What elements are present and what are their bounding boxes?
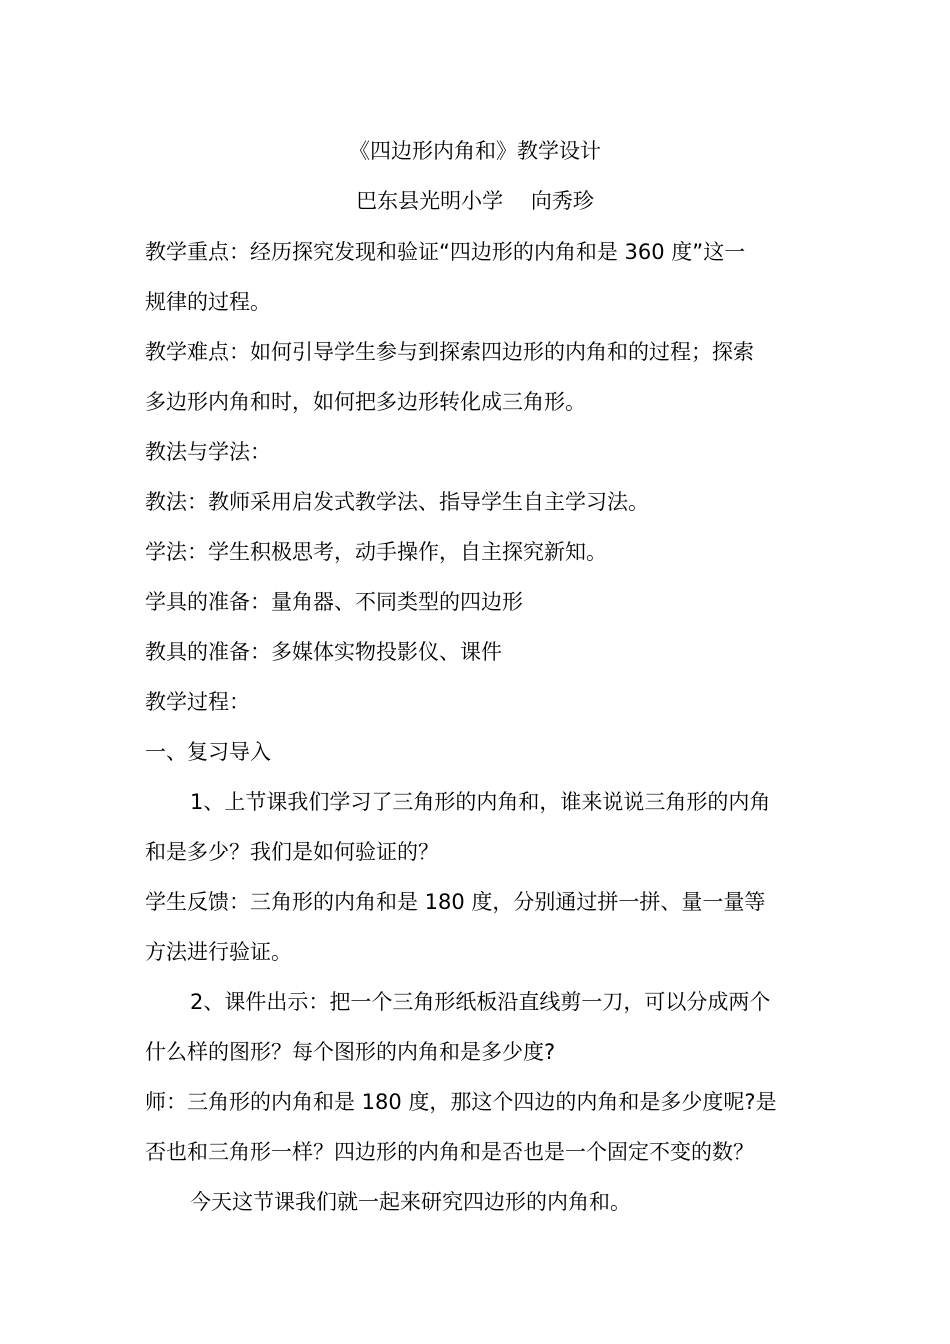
paragraph-line: 方法进行验证。 <box>145 940 292 964</box>
document-author: 巴东县光明小学 向秀珍 <box>356 189 594 213</box>
paragraph-line: 多边形内角和时，如何把多边形转化成三角形。 <box>145 390 586 414</box>
section-heading: 教学过程： <box>145 690 250 714</box>
paragraph-line: 教学重点：经历探究发现和验证“四边形的内角和是 360 度”这一 <box>145 240 746 264</box>
paragraph-line: 规律的过程。 <box>145 290 271 314</box>
document-title: 《四边形内角和》教学设计 <box>349 139 601 163</box>
paragraph-line: 学生反馈：三角形的内角和是 180 度，分别通过拼一拼、量一量等 <box>145 890 766 914</box>
section-heading: 一、复习导入 <box>145 740 271 764</box>
paragraph-line: 教具的准备：多媒体实物投影仪、课件 <box>145 640 502 664</box>
paragraph-line: 学具的准备：量角器、不同类型的四边形 <box>145 590 523 614</box>
paragraph-line: 否也和三角形一样？四边形的内角和是否也是一个固定不变的数？ <box>145 1140 754 1164</box>
section-heading: 教法与学法： <box>145 440 271 464</box>
paragraph-line: 和是多少？我们是如何验证的？ <box>145 840 439 864</box>
paragraph-line: 教学难点：如何引导学生参与到探索四边形的内角和的过程；探索 <box>145 340 754 364</box>
paragraph-line: 什么样的图形？每个图形的内角和是多少度? <box>145 1040 556 1064</box>
paragraph-line: 师：三角形的内角和是 180 度，那这个四边的内角和是多少度呢?是 <box>145 1090 777 1114</box>
paragraph-line: 今天这节课我们就一起来研究四边形的内角和。 <box>190 1190 631 1214</box>
paragraph-line: 2、课件出示：把一个三角形纸板沿直线剪一刀，可以分成两个 <box>190 990 771 1014</box>
paragraph-line: 教法：教师采用启发式教学法、指导学生自主学习法。 <box>145 490 649 514</box>
paragraph-line: 1、上节课我们学习了三角形的内角和，谁来说说三角形的内角 <box>190 790 771 814</box>
paragraph-line: 学法：学生积极思考，动手操作，自主探究新知。 <box>145 540 607 564</box>
